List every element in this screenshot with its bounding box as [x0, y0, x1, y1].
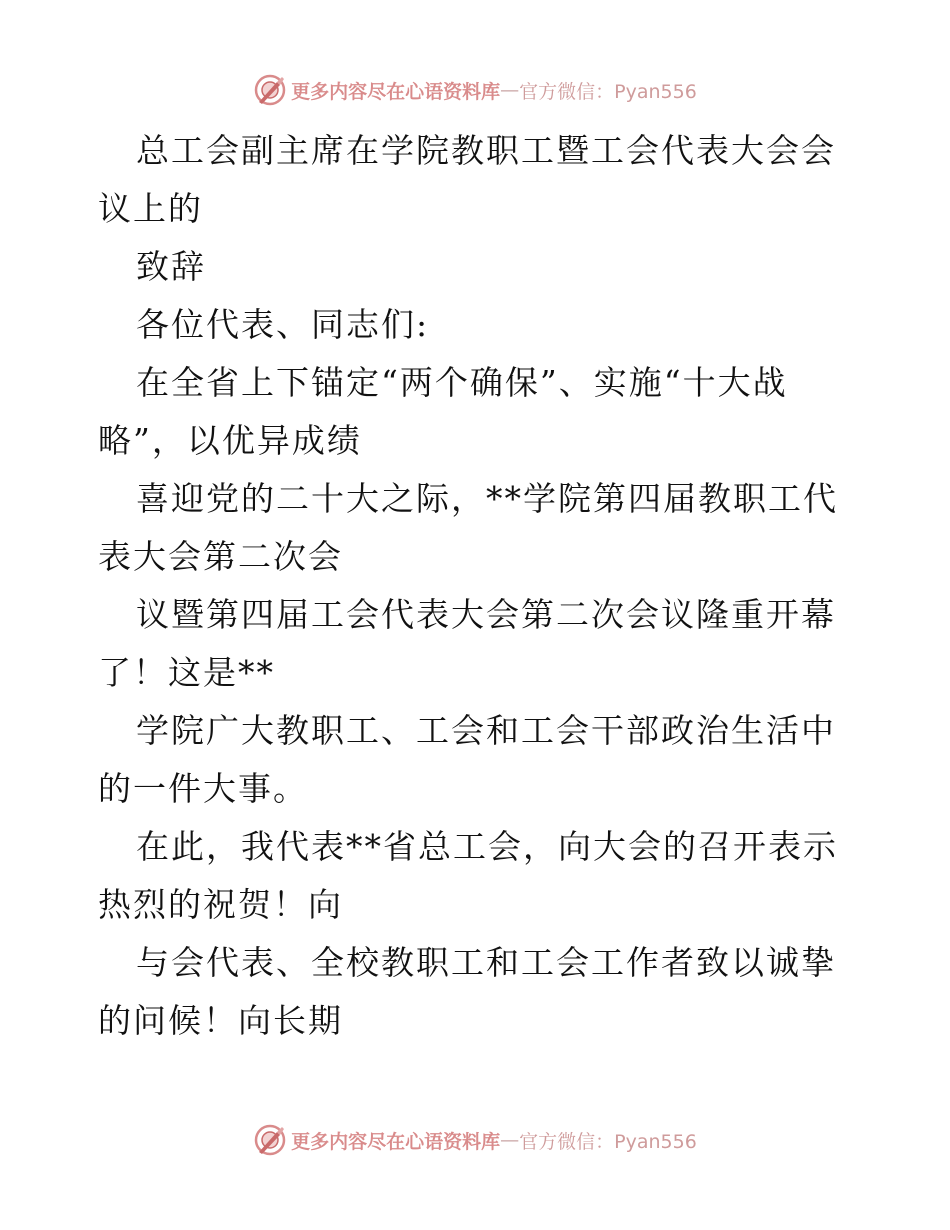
paragraph-3: 各位代表、同志们:: [136, 305, 430, 344]
watermark-brand: 更多内容尽在心语资料库: [291, 80, 501, 103]
paragraph-8: 在此，我代表**省总工会，向大会的召开表示热烈的祝贺！向: [98, 827, 838, 924]
document-body: [98, 122, 858, 1050]
pen-logo-icon: [253, 73, 287, 107]
paragraph-5: 喜迎党的二十大之际，**学院第四届教职工代表大会第二次会: [98, 479, 838, 576]
paragraph-9: 与会代表、全校教职工和工会工作者致以诚挚的问候！向长期: [98, 943, 836, 1040]
header-watermark: [0, 70, 950, 110]
watermark-contact: 官方微信：Pyan556: [519, 80, 697, 103]
paragraph-4: 在全省上下锚定“两个确保”、实施“十大战略”，以优异成绩: [98, 363, 788, 460]
watermark-contact: 官方微信：Pyan556: [519, 1130, 697, 1153]
paragraph-7: 学院广大教职工、工会和工会干部政治生活中的一件大事。: [98, 711, 836, 808]
paragraph-6: 议暨第四届工会代表大会第二次会议隆重开幕了！这是**: [98, 595, 836, 692]
watermark-brand: 更多内容尽在心语资料库: [291, 1130, 501, 1153]
footer-watermark: [0, 1120, 950, 1160]
watermark-dash: —: [500, 79, 520, 101]
paragraph-1: 总工会副主席在学院教职工暨工会代表大会会议上的: [98, 131, 836, 228]
paragraph-2: 致辞: [136, 247, 206, 286]
pen-logo-icon: [253, 1123, 287, 1157]
watermark-dash: —: [500, 1129, 520, 1151]
